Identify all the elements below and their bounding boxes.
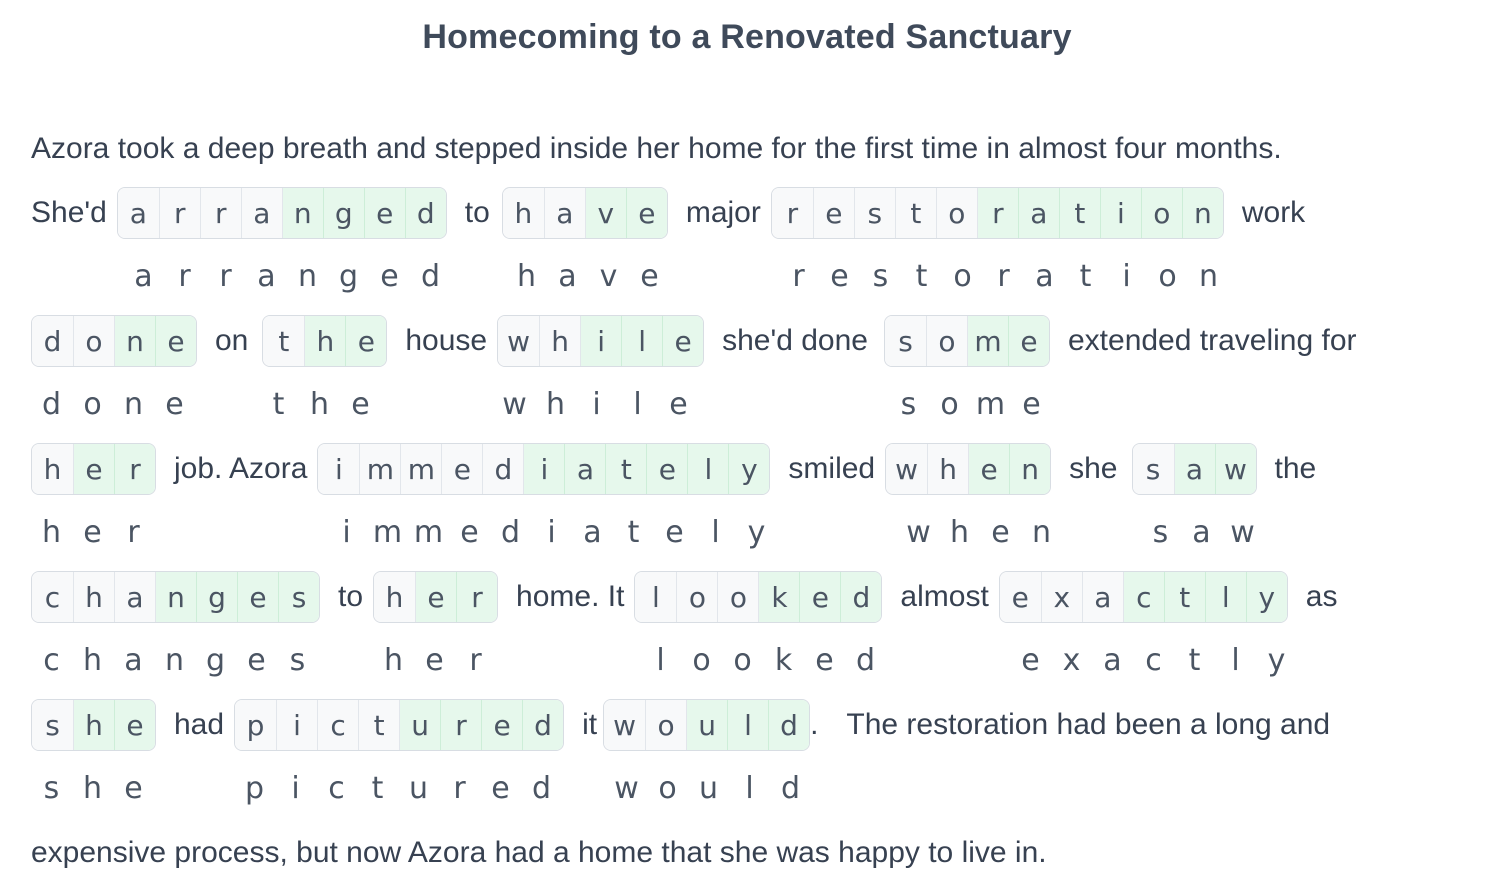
letter-cell[interactable]: d <box>405 188 446 238</box>
letter-cell[interactable]: s <box>278 572 319 622</box>
letter-cell[interactable]: c <box>32 572 73 622</box>
letter-cell[interactable]: s <box>32 700 73 750</box>
answer-immediately: i m m e d i a t e l y <box>342 515 766 550</box>
answer-her: h e r <box>41 515 140 550</box>
static-text: job. Azora <box>174 452 308 485</box>
answer-when: w h e n <box>906 515 1051 550</box>
letter-cell[interactable]: h <box>73 572 114 622</box>
word-box-changes[interactable] <box>31 571 320 623</box>
letter-cell[interactable]: r <box>772 188 813 238</box>
letter-cell[interactable]: o <box>1141 188 1182 238</box>
static-text: she'd done <box>722 324 868 357</box>
letter-cell[interactable]: i <box>523 444 564 494</box>
word-box-would[interactable] <box>603 699 810 751</box>
letter-cell[interactable]: h <box>539 316 580 366</box>
letter-cell[interactable]: n <box>155 572 196 622</box>
answer-done: d o n e <box>41 387 184 422</box>
letter-cell[interactable]: w <box>498 316 539 366</box>
letter-cell[interactable]: d <box>482 444 523 494</box>
letter-cell[interactable]: n <box>282 188 323 238</box>
letter-cell[interactable]: e <box>799 572 840 622</box>
letter-cell[interactable]: l <box>687 444 728 494</box>
word-box-she[interactable] <box>31 699 156 751</box>
letter-cell[interactable]: l <box>727 700 768 750</box>
letter-cell[interactable]: s <box>1133 444 1174 494</box>
answer-exactly: e x a c t l y <box>1021 643 1286 678</box>
letter-cell[interactable]: w <box>886 444 927 494</box>
letter-cell[interactable]: h <box>73 700 114 750</box>
letter-cell[interactable]: e <box>1008 316 1049 366</box>
letter-cell[interactable]: a <box>564 444 605 494</box>
text-line-3 <box>31 313 1373 369</box>
static-text: it <box>582 708 598 741</box>
letter-cell[interactable]: x <box>1041 572 1082 622</box>
word-box-while[interactable] <box>497 315 704 367</box>
answer-while: w h i l e <box>502 387 688 422</box>
letter-cell[interactable]: h <box>304 316 345 366</box>
letter-cell[interactable]: l <box>635 572 676 622</box>
static-text: house <box>405 324 488 357</box>
letter-cell[interactable]: e <box>626 188 667 238</box>
static-text: work <box>1241 196 1306 229</box>
letter-cell[interactable]: r <box>456 572 497 622</box>
word-box-looked[interactable] <box>634 571 882 623</box>
letter-cell[interactable]: e <box>155 316 196 366</box>
letter-cell[interactable]: n <box>114 316 155 366</box>
letter-cell[interactable]: a <box>1018 188 1059 238</box>
letter-cell[interactable]: u <box>399 700 440 750</box>
letter-cell[interactable]: y <box>728 444 769 494</box>
letter-cell[interactable]: t <box>1164 572 1205 622</box>
letter-cell[interactable]: e <box>364 188 405 238</box>
answer-saw: s a w <box>1152 515 1255 550</box>
letter-cell[interactable]: a <box>1082 572 1123 622</box>
word-box-when[interactable] <box>885 443 1051 495</box>
letter-cell[interactable]: i <box>1100 188 1141 238</box>
static-text: as <box>1305 580 1338 613</box>
letter-cell[interactable]: r <box>440 700 481 750</box>
letter-cell[interactable]: o <box>926 316 967 366</box>
letter-cell[interactable]: d <box>768 700 809 750</box>
letter-cell[interactable]: h <box>374 572 415 622</box>
letter-cell[interactable]: r <box>114 444 155 494</box>
letter-cell[interactable]: e <box>968 444 1009 494</box>
static-text: to <box>464 196 490 229</box>
letter-cell[interactable]: g <box>196 572 237 622</box>
letter-cell[interactable]: c <box>317 700 358 750</box>
letter-cell[interactable]: a <box>114 572 155 622</box>
letter-cell[interactable]: w <box>604 700 645 750</box>
static-text: to <box>338 580 364 613</box>
answer-the: t h e <box>272 387 370 422</box>
letter-cell[interactable]: l <box>1205 572 1246 622</box>
letter-cell[interactable]: a <box>1174 444 1215 494</box>
answer-she: s h e <box>43 771 143 806</box>
letter-cell[interactable]: i <box>318 444 359 494</box>
text-line-2 <box>31 185 1321 241</box>
letter-cell[interactable]: n <box>1009 444 1050 494</box>
answer-looked: l o o k e d <box>656 643 876 678</box>
letter-cell[interactable]: l <box>621 316 662 366</box>
letter-cell[interactable]: o <box>717 572 758 622</box>
letter-cell[interactable]: h <box>503 188 544 238</box>
answer-arranged: a r r a n g e d <box>134 259 441 294</box>
letter-cell[interactable]: h <box>32 444 73 494</box>
letter-cell[interactable]: g <box>323 188 364 238</box>
letter-cell[interactable]: e <box>237 572 278 622</box>
letter-cell[interactable]: d <box>840 572 881 622</box>
letter-cell[interactable]: a <box>118 188 159 238</box>
letter-cell[interactable]: i <box>580 316 621 366</box>
static-text: Azora took a deep breath and stepped inside her home for the first time in almost four months. <box>31 132 1282 165</box>
letter-cell[interactable]: a <box>241 188 282 238</box>
word-box-immediately[interactable] <box>317 443 770 495</box>
word-box-exactly[interactable] <box>999 571 1288 623</box>
letter-cell[interactable]: u <box>686 700 727 750</box>
letter-cell[interactable]: a <box>544 188 585 238</box>
letter-cell[interactable]: h <box>927 444 968 494</box>
static-text: almost <box>900 580 989 613</box>
text-line-1 <box>31 121 1282 177</box>
static-text: she <box>1069 452 1118 485</box>
static-text: major <box>685 196 761 229</box>
letter-cell[interactable]: e <box>662 316 703 366</box>
static-text: expensive process, but now Azora had a home that she was happy to live in. <box>31 836 1047 869</box>
word-box-done[interactable] <box>31 315 197 367</box>
letter-cell[interactable]: e <box>813 188 854 238</box>
answer-her-2: h e r <box>383 643 482 678</box>
static-text: the <box>1274 452 1317 485</box>
word-box-some[interactable] <box>884 315 1050 367</box>
letter-cell[interactable]: m <box>359 444 400 494</box>
answer-have: h a v e <box>516 259 659 294</box>
answer-restoration: r e s t o r a t i o n <box>792 259 1218 294</box>
answer-changes: c h a n g e s <box>43 643 306 678</box>
static-text: The restoration had been a long and <box>846 708 1331 741</box>
page-title: Homecoming to a Renovated Sanctuary <box>422 18 1072 56</box>
letter-cell[interactable]: r <box>977 188 1018 238</box>
word-box-saw[interactable] <box>1132 443 1257 495</box>
letter-cell[interactable]: c <box>1123 572 1164 622</box>
static-text: extended traveling for <box>1067 324 1357 357</box>
letter-cell[interactable]: s <box>885 316 926 366</box>
static-text: had <box>174 708 225 741</box>
word-box-her[interactable] <box>31 443 156 495</box>
word-box-her-2[interactable] <box>373 571 498 623</box>
word-box-restoration[interactable] <box>771 187 1224 239</box>
text-line-4 <box>31 441 1332 497</box>
letter-cell[interactable]: d <box>32 316 73 366</box>
letter-cell[interactable]: o <box>676 572 717 622</box>
letter-cell[interactable]: p <box>235 700 276 750</box>
static-text: home. It <box>516 580 625 613</box>
letter-cell[interactable]: i <box>276 700 317 750</box>
word-box-the[interactable] <box>262 315 387 367</box>
letter-cell[interactable]: m <box>967 316 1008 366</box>
static-text: on <box>215 324 249 357</box>
text-line-7 <box>31 825 1047 881</box>
answer-some: s o m e <box>900 387 1041 422</box>
letter-cell[interactable]: e <box>481 700 522 750</box>
letter-cell[interactable]: e <box>114 700 155 750</box>
word-box-pictured[interactable] <box>234 699 564 751</box>
letter-cell[interactable]: t <box>605 444 646 494</box>
letter-cell[interactable]: r <box>200 188 241 238</box>
letter-cell[interactable]: e <box>415 572 456 622</box>
letter-cell[interactable]: n <box>1182 188 1223 238</box>
static-text: She'd <box>31 196 107 229</box>
letter-cell[interactable]: m <box>400 444 441 494</box>
static-text: . <box>810 708 819 741</box>
letter-cell[interactable]: d <box>522 700 563 750</box>
letter-cell[interactable]: t <box>358 700 399 750</box>
letter-cell[interactable]: w <box>1215 444 1256 494</box>
letter-cell[interactable]: e <box>73 444 114 494</box>
letter-cell[interactable]: e <box>646 444 687 494</box>
answer-would: w o u l d <box>614 771 801 806</box>
letter-cell[interactable]: t <box>1059 188 1100 238</box>
text-line-5 <box>31 569 1353 625</box>
static-text: smiled <box>788 452 876 485</box>
letter-cell[interactable]: k <box>758 572 799 622</box>
letter-cell[interactable]: e <box>345 316 386 366</box>
letter-cell[interactable]: y <box>1246 572 1287 622</box>
letter-cell[interactable]: e <box>441 444 482 494</box>
answer-pictured: p i c t u r e d <box>244 771 552 806</box>
letter-cell[interactable]: s <box>854 188 895 238</box>
letter-cell[interactable]: o <box>936 188 977 238</box>
letter-cell[interactable]: r <box>159 188 200 238</box>
letter-cell[interactable]: o <box>73 316 114 366</box>
letter-cell[interactable]: o <box>645 700 686 750</box>
letter-cell[interactable]: t <box>263 316 304 366</box>
text-line-6 <box>31 697 1346 753</box>
letter-cell[interactable]: t <box>895 188 936 238</box>
letter-cell[interactable]: v <box>585 188 626 238</box>
word-box-arranged[interactable] <box>117 187 447 239</box>
word-box-have[interactable] <box>502 187 668 239</box>
letter-cell[interactable]: e <box>1000 572 1041 622</box>
